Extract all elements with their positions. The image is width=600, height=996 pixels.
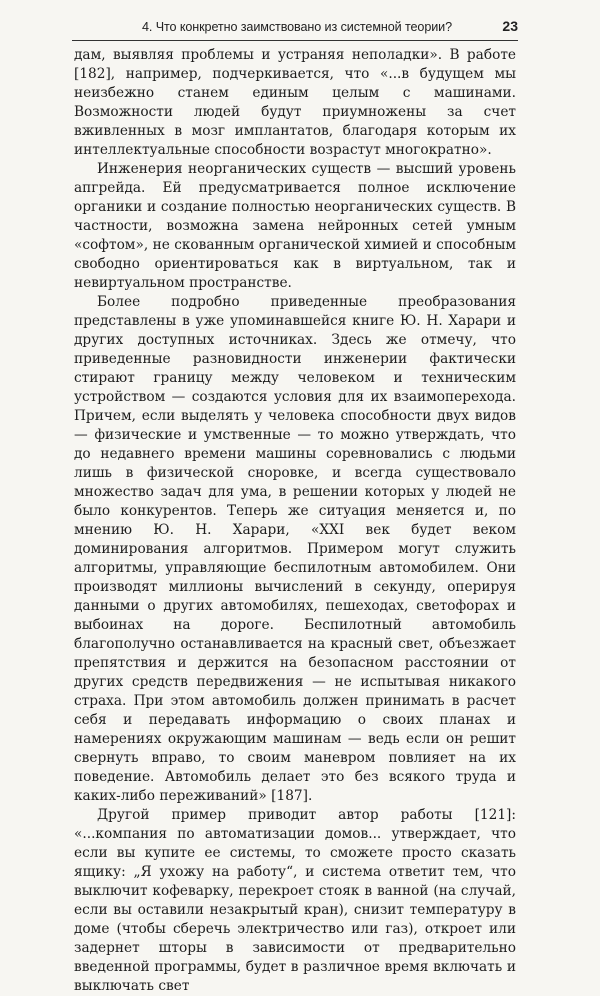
paragraph: Более подробно приведенные преобразования представлены в уже упоминавшейся книге Ю. Н. Харари и других доступных источниках. Здесь же отмечу, что приведенные разновидности инженерии фактически стирают границу между человеком и техническим устройством — создаются условия для их взаимоперехода. Причем, если выделять у человека способности двух видов — физические и умственные — то можно утверждать, что до недавнего времени машины соревновались с людьми лишь в физической сноровке, и всегда существовало множество задач для ума, в решении которых у людей не было конкурентов. Теперь же ситуация меняется и, по мнению Ю. Н. Харари, «XXI век будет веком доминирования алгоритмов. Примером могут служить алгоритмы, управляющие беспилотным автомобилем. Они производят миллионы вычислений в секунду, оперируя данными о других автомобилях, пешеходах, светофорах и выбоинах на дороге. Беспилотный автомобиль благополучно останавливается на красный свет, объезжает препятствия и держится на безопасном расстоянии от других средств передвижения — не испытывая никакого страха. При этом автомобиль должен принимать в расчет себя и передавать информацию о своих планах и намерениях окружающим машинам — ведь если он решит свернуть вправо, то своим маневром повлияет на их поведение. Автомобиль делает это без всякого труда и каких-либо переживаний» [187]. (74, 294, 516, 804)
chapter-title: 4. Что конкретно заимствовано из системной теории? (142, 20, 452, 34)
running-header (72, 14, 518, 41)
paragraph: Инженерия неорганических существ — высший уровень апгрейда. Ей предусматривается полное исключение органики и создание полностью неорганических существ. В частности, возможна замена нейронных сетей умным «софтом», не скованным органической химией и способным свободно ориентироваться как в виртуальном, так и невиртуальном пространстве. (74, 161, 516, 291)
paragraph-continued: дам, выявляя проблемы и устраняя неполадки». В работе [182], например, подчеркивается, что «...в будущем мы неизбежно станем единым целым с машинами. Возможности людей будут приумножены за счет вживленных в мозг имплантатов, благодаря которым их интеллектуальные способности возрастут многократно». (74, 47, 516, 158)
paragraph: Другой пример приводит автор работы [121]: «...компания по автоматизации домов... утверждает, что если вы купите ее системы, то сможете просто сказать ящику: „Я ухожу на работу“, и система ответит тем, что выключит кофеварку, перекроет стояк в ванной (на случай, если вы оставили незакрытый кран), снизит температуру в доме (чтобы сберечь электричество или газ), откроет или задернет шторы в зависимости от предварительно введенной программы, будет в различное время включать и выключать свет (74, 807, 516, 994)
body-text (74, 46, 516, 996)
page-number: 23 (502, 18, 518, 34)
